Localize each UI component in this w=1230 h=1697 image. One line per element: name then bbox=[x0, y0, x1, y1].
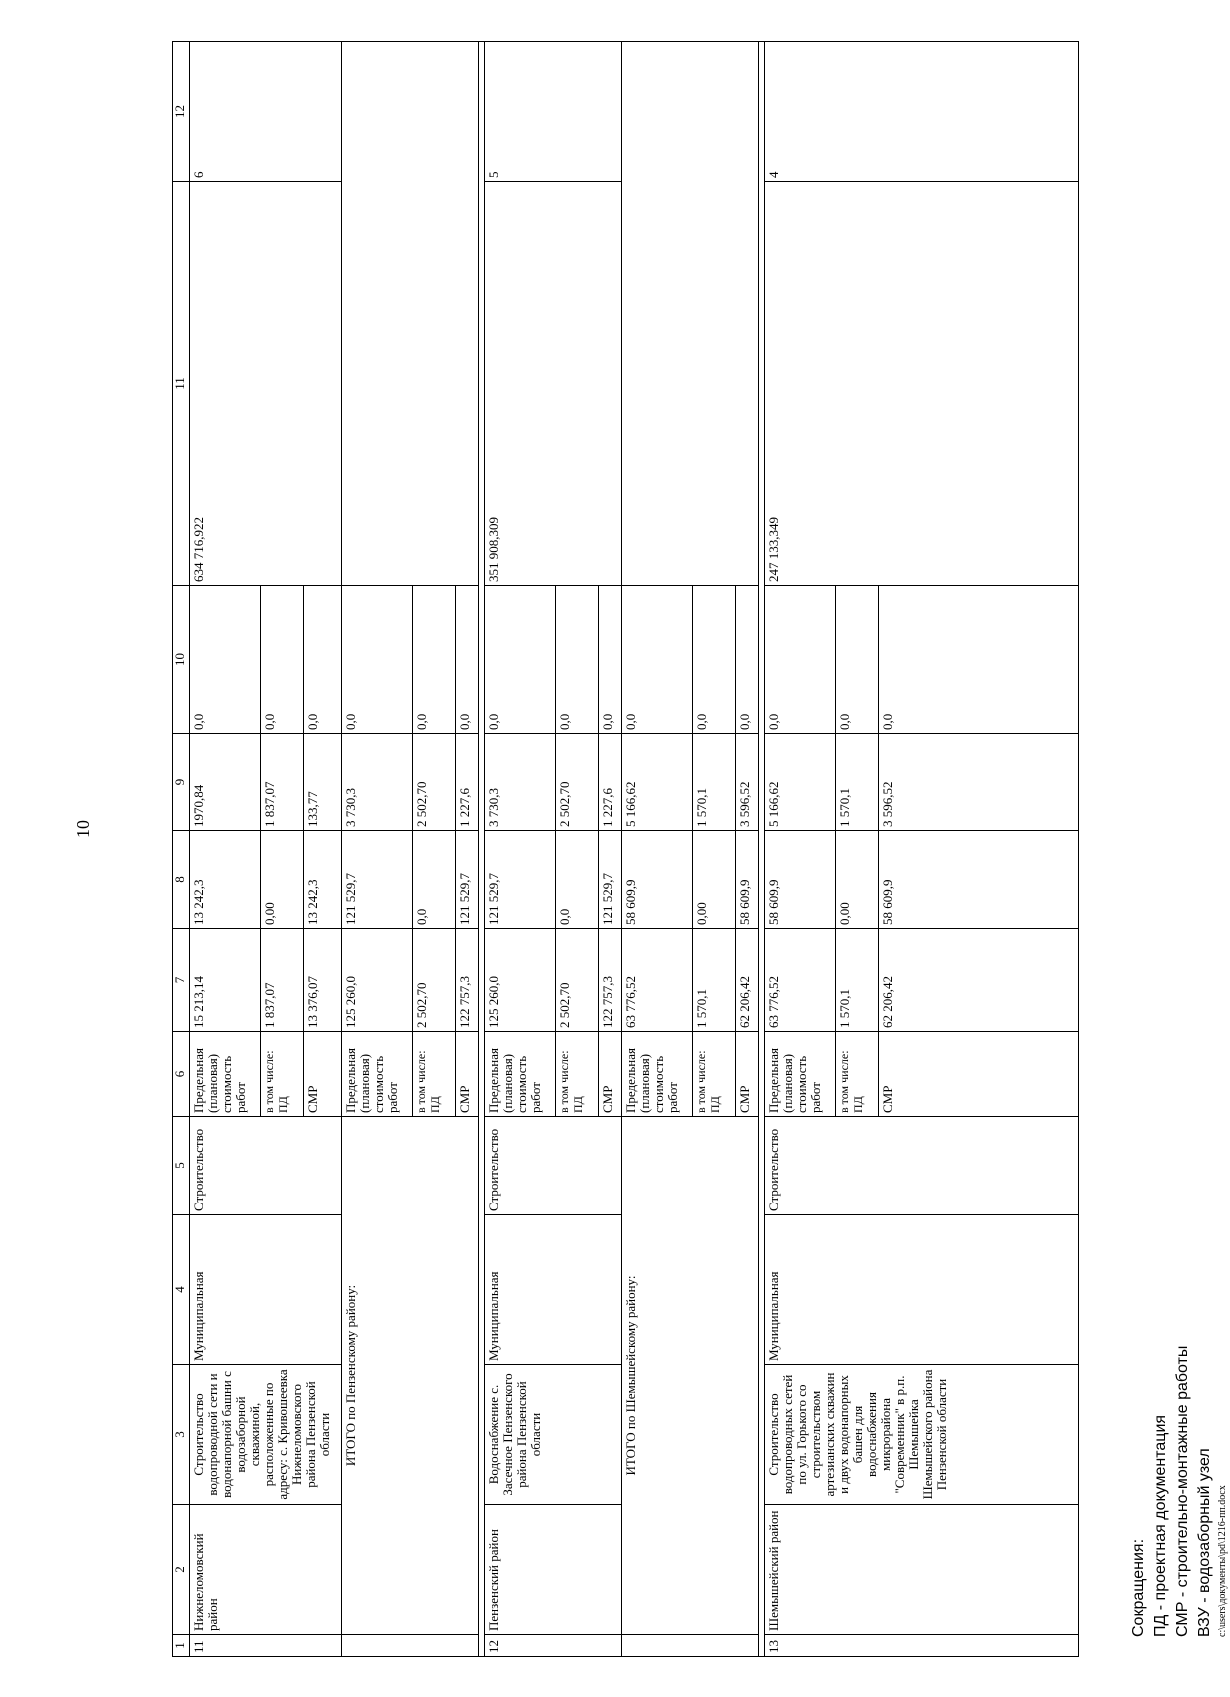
row-number: 11 bbox=[190, 1635, 342, 1657]
total-title: ИТОГО по Пензенскому району: bbox=[342, 1117, 479, 1635]
smr-label-cell: СМР bbox=[736, 1032, 759, 1117]
value-cell: 2 502,70 bbox=[556, 734, 599, 831]
value-cell: 1 570,1 bbox=[693, 734, 736, 831]
value-cell: 125 260,0 bbox=[485, 929, 556, 1032]
value-cell: 2 502,70 bbox=[556, 929, 599, 1032]
total-title: ИТОГО по Шемышейскому району: bbox=[622, 1117, 759, 1635]
value-cell: 3 596,52 bbox=[879, 734, 1079, 831]
rotated-page bbox=[172, 42, 1052, 1657]
empty-cell bbox=[622, 42, 759, 586]
header-cell: 11 bbox=[173, 182, 190, 586]
value-cell: 13 376,07 bbox=[304, 929, 342, 1032]
value-cell: 58 609,9 bbox=[879, 831, 1079, 929]
value-cell: 0,0 bbox=[765, 586, 836, 734]
abbreviations-footer bbox=[1128, 837, 1230, 1637]
value-cell: 1 837,07 bbox=[261, 929, 304, 1032]
cost-label-cell: Предельная (плановая) стоимость работ bbox=[485, 1032, 556, 1117]
value-cell: 3 596,52 bbox=[736, 734, 759, 831]
value-cell: 0,0 bbox=[879, 586, 1079, 734]
empty-cell bbox=[622, 1635, 759, 1657]
district-cell: Шемышейский район bbox=[765, 1505, 1079, 1635]
value-cell: 5 166,62 bbox=[622, 734, 693, 831]
smr-label-cell: СМР bbox=[599, 1032, 622, 1117]
value-cell: 0,0 bbox=[413, 586, 456, 734]
pd-label-cell: в том числе: ПД bbox=[413, 1032, 456, 1117]
header-cell: 10 bbox=[173, 586, 190, 734]
smr-label-cell: СМР bbox=[456, 1032, 479, 1117]
value-cell: 58 609,9 bbox=[736, 831, 759, 929]
value-cell: 13 242,3 bbox=[190, 831, 261, 929]
abbreviation-vzu: ВЗУ - водозаборный узел bbox=[1196, 1448, 1213, 1637]
table-row bbox=[485, 42, 556, 1657]
value-cell: 0,00 bbox=[836, 831, 879, 929]
priority-cell: 5 bbox=[485, 42, 622, 182]
investment-table bbox=[172, 41, 1079, 1657]
abbreviation-smr: СМР - строительно-монтажные работы bbox=[1174, 1345, 1191, 1637]
value-cell: 58 609,9 bbox=[622, 831, 693, 929]
value-cell: 121 529,7 bbox=[342, 831, 413, 929]
pd-label-cell: в том числе: ПД bbox=[556, 1032, 599, 1117]
cost-label-cell: Предельная (плановая) стоимость работ bbox=[622, 1032, 693, 1117]
value-cell: 2 502,70 bbox=[413, 734, 456, 831]
abbreviations-title: Сокращения: bbox=[1130, 1538, 1147, 1637]
value-cell: 1 570,1 bbox=[693, 929, 736, 1032]
value-cell: 1970,84 bbox=[190, 734, 261, 831]
value-cell: 3 730,3 bbox=[342, 734, 413, 831]
value-cell: 133,77 bbox=[304, 734, 342, 831]
work-type-cell: Строительство bbox=[485, 1117, 622, 1215]
value-cell: 1 837,07 bbox=[261, 734, 304, 831]
cost-label-cell: Предельная (плановая) стоимость работ bbox=[190, 1032, 261, 1117]
header-cell: 1 bbox=[173, 1635, 190, 1657]
ownership-cell: Муниципальная bbox=[765, 1215, 1079, 1365]
value-cell: 0,0 bbox=[485, 586, 556, 734]
value-cell: 0,0 bbox=[693, 586, 736, 734]
row-number: 12 bbox=[485, 1635, 622, 1657]
table-row bbox=[190, 42, 261, 1657]
work-type-cell: Строительство bbox=[190, 1117, 342, 1215]
priority-cell: 6 bbox=[190, 42, 342, 182]
value-cell: 0,0 bbox=[342, 586, 413, 734]
value-cell: 62 206,42 bbox=[736, 929, 759, 1032]
value-cell: 3 730,3 bbox=[485, 734, 556, 831]
value-cell: 1 570,1 bbox=[836, 734, 879, 831]
cost-label-cell: Предельная (плановая) стоимость работ bbox=[765, 1032, 836, 1117]
value-cell: 58 609,9 bbox=[765, 831, 836, 929]
value-cell: 0,0 bbox=[622, 586, 693, 734]
empty-cell bbox=[342, 42, 479, 586]
object-cell: Строительство водопроводных сетей по ул. Горького со строительством артезианских скважин и двух водонапорных башен для водоснабжения микрорайона "Современник" в р.п. Шемышейка Шемышейского района Пензенской области bbox=[765, 1365, 1079, 1505]
abbreviation-pd: ПД - проектная документация bbox=[1152, 1414, 1169, 1637]
value-cell: 0,00 bbox=[693, 831, 736, 929]
value-cell: 1 227,6 bbox=[599, 734, 622, 831]
value-cell: 122 757,3 bbox=[456, 929, 479, 1032]
smr-label-cell: СМР bbox=[879, 1032, 1079, 1117]
value-cell: 121 529,7 bbox=[485, 831, 556, 929]
header-cell: 3 bbox=[173, 1365, 190, 1505]
header-cell: 7 bbox=[173, 929, 190, 1032]
header-row bbox=[173, 42, 190, 1657]
work-type-cell: Строительство bbox=[765, 1117, 1079, 1215]
value-cell: 63 776,52 bbox=[765, 929, 836, 1032]
pd-label-cell: в том числе: ПД bbox=[693, 1032, 736, 1117]
header-cell: 4 bbox=[173, 1215, 190, 1365]
total-cost-cell: 634 716,922 bbox=[190, 182, 342, 586]
value-cell: 13 242,3 bbox=[304, 831, 342, 929]
row-number: 13 bbox=[765, 1635, 1079, 1657]
total-cost-cell: 247 133,349 bbox=[765, 182, 1079, 586]
value-cell: 62 206,42 bbox=[879, 929, 1079, 1032]
value-cell: 0,0 bbox=[304, 586, 342, 734]
value-cell: 125 260,0 bbox=[342, 929, 413, 1032]
district-cell: Нижнеломовский район bbox=[190, 1505, 342, 1635]
value-cell: 0,0 bbox=[190, 586, 261, 734]
value-cell: 0,0 bbox=[413, 831, 456, 929]
value-cell: 0,00 bbox=[261, 831, 304, 929]
value-cell: 15 213,14 bbox=[190, 929, 261, 1032]
page-number: 10 bbox=[73, 820, 93, 838]
total-row bbox=[342, 42, 413, 1657]
value-cell: 0,0 bbox=[836, 586, 879, 734]
value-cell: 0,0 bbox=[556, 586, 599, 734]
ownership-cell: Муниципальная bbox=[190, 1215, 342, 1365]
value-cell: 0,0 bbox=[556, 831, 599, 929]
value-cell: 0,0 bbox=[456, 586, 479, 734]
object-cell: Строительство водопроводной сети и водонапорной башни с водозаборной скважиной, расположенные по адресу: с. Кривошеевка Нижнеломовского района Пензенской области bbox=[190, 1365, 342, 1505]
header-cell: 12 bbox=[173, 42, 190, 182]
value-cell: 0,0 bbox=[736, 586, 759, 734]
header-cell: 9 bbox=[173, 734, 190, 831]
district-cell: Пензенский район bbox=[485, 1505, 622, 1635]
object-cell: Водоснабжение с. Засечное Пензенского района Пензенской области bbox=[485, 1365, 622, 1505]
table-row bbox=[765, 42, 836, 1657]
value-cell: 121 529,7 bbox=[599, 831, 622, 929]
total-cost-cell: 351 908,309 bbox=[485, 182, 622, 586]
total-row bbox=[622, 42, 693, 1657]
ownership-cell: Муниципальная bbox=[485, 1215, 622, 1365]
header-cell: 6 bbox=[173, 1032, 190, 1117]
cost-label-cell: Предельная (плановая) стоимость работ bbox=[342, 1032, 413, 1117]
header-cell: 2 bbox=[173, 1505, 190, 1635]
value-cell: 1 570,1 bbox=[836, 929, 879, 1032]
value-cell: 1 227,6 bbox=[456, 734, 479, 831]
header-cell: 8 bbox=[173, 831, 190, 929]
value-cell: 0,0 bbox=[261, 586, 304, 734]
value-cell: 63 776,52 bbox=[622, 929, 693, 1032]
header-cell: 5 bbox=[173, 1117, 190, 1215]
pd-label-cell: в том числе: ПД bbox=[836, 1032, 879, 1117]
value-cell: 2 502,70 bbox=[413, 929, 456, 1032]
value-cell: 0,0 bbox=[599, 586, 622, 734]
pd-label-cell: в том числе: ПД bbox=[261, 1032, 304, 1117]
value-cell: 121 529,7 bbox=[456, 831, 479, 929]
smr-label-cell: СМР bbox=[304, 1032, 342, 1117]
value-cell: 122 757,3 bbox=[599, 929, 622, 1032]
empty-cell bbox=[342, 1635, 479, 1657]
value-cell: 5 166,62 bbox=[765, 734, 836, 831]
file-path: c:\users\документы\pd\1216-пп.docx bbox=[1217, 1485, 1228, 1637]
priority-cell: 4 bbox=[765, 42, 1079, 182]
